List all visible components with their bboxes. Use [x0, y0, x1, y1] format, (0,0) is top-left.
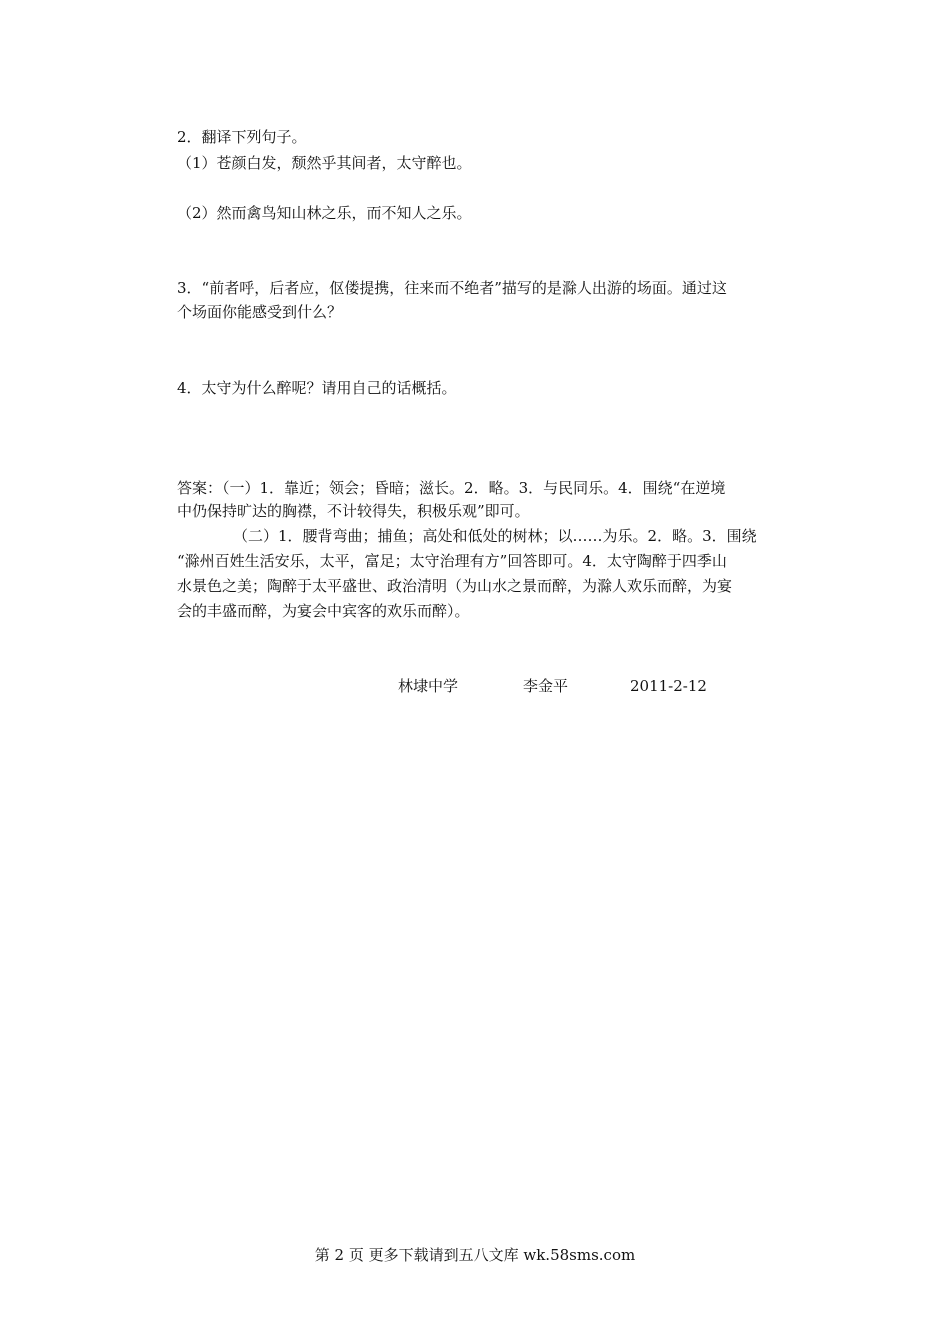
signature-school: 林埭中学: [398, 677, 459, 695]
answer-line-2: 中仍保持旷达的胸襟，不计较得失，积极乐观”即可。: [177, 502, 530, 520]
q3-line-1: 3．“前者呼，后者应，伛偻提携，往来而不绝者”描写的是滁人出游的场面。通过这: [177, 279, 727, 297]
answer-line-1: 答案：（一）1．靠近；领会；昏暗；滋长。2．略。3．与民同乐。4．围绕“在逆境: [177, 479, 726, 497]
signature-date: 2011-2-12: [630, 677, 707, 695]
page-footer: 第 2 页 更多下载请到五八文库 wk.58sms.com: [314, 1246, 636, 1264]
q2-item-2: （2）然而禽鸟知山林之乐，而不知人之乐。: [177, 204, 472, 222]
q4: 4．太守为什么醉呢？请用自己的话概括。: [177, 379, 457, 397]
q3-line-2: 个场面你能感受到什么？: [177, 303, 343, 321]
answer-line-3: （二）1．腰背弯曲；捕鱼；高处和低处的树林；以……为乐。2．略。3．围绕: [233, 527, 757, 545]
q2-title: 2．翻译下列句子。: [177, 128, 307, 146]
answer-line-4: “滁州百姓生活安乐，太平，富足；太守治理有方”回答即可。4．太守陶醉于四季山: [177, 552, 727, 570]
answer-line-5: 水景色之美；陶醉于太平盛世、政治清明（为山水之景而醉，为滁人欢乐而醉，为宴: [177, 577, 733, 595]
answer-line-6: 会的丰盛而醉，为宴会中宾客的欢乐而醉）。: [177, 602, 470, 620]
signature-author: 李金平: [523, 677, 569, 695]
q2-item-1: （1）苍颜白发，颓然乎其间者，太守醉也。: [177, 154, 472, 172]
